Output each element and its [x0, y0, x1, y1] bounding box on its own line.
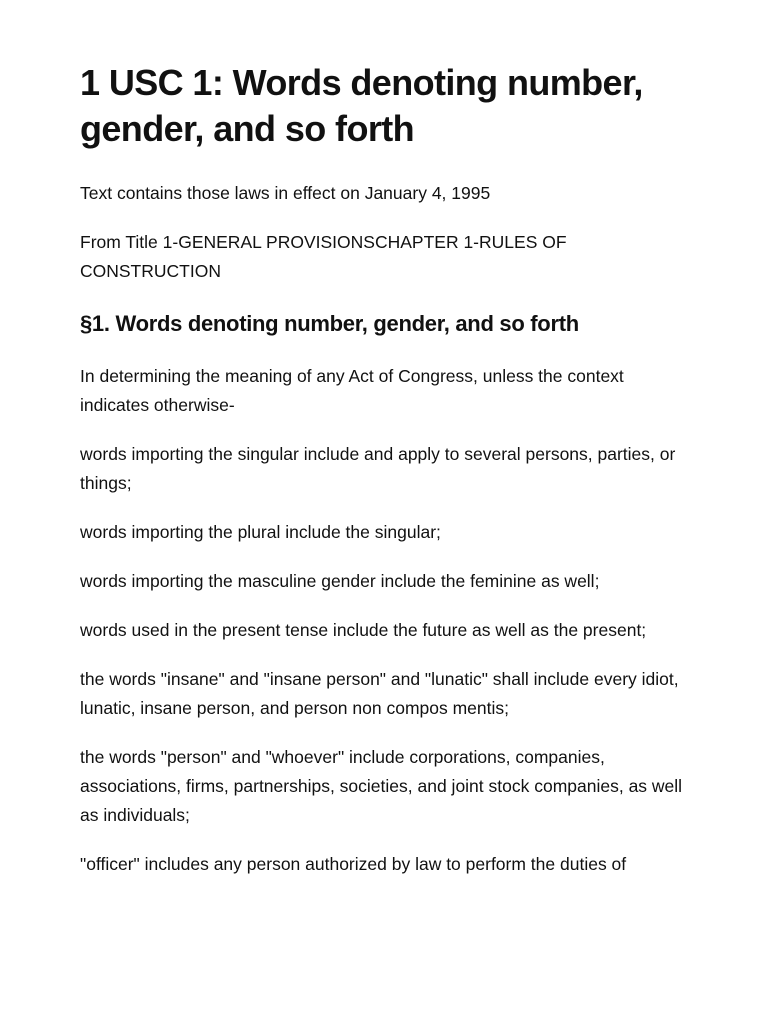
paragraph-insane: the words "insane" and "insane person" and "lunatic" shall include every idiot, lunatic, insane person, and person non compos mentis; [80, 669, 679, 718]
paragraph-gender: words importing the masculine gender include the feminine as well; [80, 571, 600, 591]
paragraph-officer: "officer" includes any person authorized by law to perform the duties of [80, 854, 627, 874]
page-title: 1 USC 1: Words denoting number, gender, and so forth [80, 62, 643, 149]
paragraph-singular: words importing the singular include and apply to several persons, parties, or things; [80, 444, 676, 493]
paragraph-intro: In determining the meaning of any Act of Congress, unless the context indicates otherwise- [80, 366, 624, 415]
paragraph-tense: words used in the present tense include the future as well as the present; [80, 620, 647, 640]
document-body [80, 60, 696, 879]
section-heading: §1. Words denoting number, gender, and so forth [80, 311, 579, 336]
source-line: From Title 1-GENERAL PROVISIONSCHAPTER 1-RULES OF CONSTRUCTION [80, 232, 567, 281]
paragraph-plural: words importing the plural include the singular; [80, 522, 441, 542]
effective-date-note: Text contains those laws in effect on January 4, 1995 [80, 183, 491, 203]
paragraph-person: the words "person" and "whoever" include corporations, companies, associations, firms, partnerships, societies, and joint stock companies, as well as individuals; [80, 747, 683, 825]
